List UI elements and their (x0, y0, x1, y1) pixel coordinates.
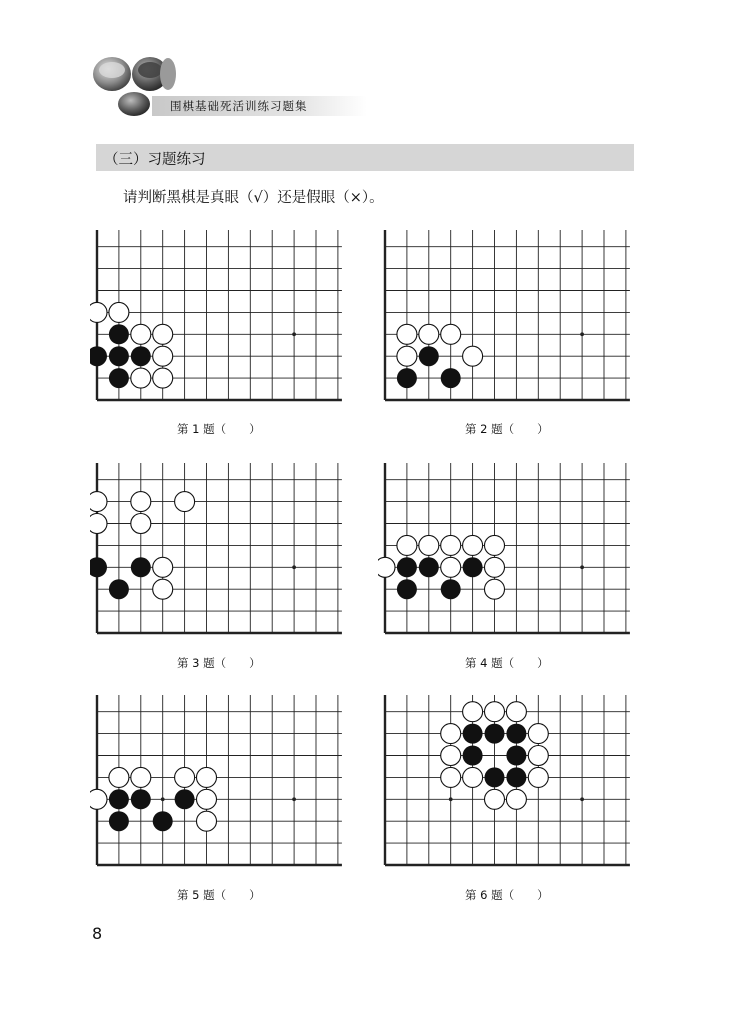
problem-5-label: 第 5 题（ ） (177, 888, 261, 902)
black-stone (506, 746, 526, 766)
black-stone (175, 789, 195, 809)
go-board-2 (378, 226, 640, 412)
white-stone (441, 724, 461, 744)
white-stone (109, 767, 129, 787)
white-stone (175, 767, 195, 787)
white-stone (90, 492, 107, 512)
black-stone (463, 557, 483, 577)
black-stone (506, 724, 526, 744)
white-stone (528, 724, 548, 744)
black-stone (109, 346, 129, 366)
black-stone (109, 811, 129, 831)
white-stone (90, 789, 107, 809)
white-stone (419, 324, 439, 344)
black-stone (153, 811, 173, 831)
white-stone (463, 535, 483, 555)
white-stone (485, 789, 505, 809)
white-stone (153, 557, 173, 577)
star-point (580, 332, 584, 336)
black-stone (397, 368, 417, 388)
white-stone (109, 302, 129, 322)
problem-6-label: 第 6 题（ ） (465, 888, 549, 902)
white-stone (506, 789, 526, 809)
black-stone (109, 579, 129, 599)
problem-2-label: 第 2 题（ ） (465, 422, 549, 436)
white-stone (397, 324, 417, 344)
black-stone (463, 724, 483, 744)
white-stone (528, 767, 548, 787)
white-stone (90, 302, 107, 322)
white-stone (131, 368, 151, 388)
white-stone (153, 346, 173, 366)
go-board-1 (90, 226, 352, 412)
star-point (292, 565, 296, 569)
white-stone (397, 535, 417, 555)
white-stone (463, 767, 483, 787)
black-stone (90, 557, 107, 577)
white-stone (419, 535, 439, 555)
white-stone (441, 535, 461, 555)
black-stone (441, 368, 461, 388)
white-stone (441, 557, 461, 577)
go-board-5 (90, 691, 352, 877)
black-stone (109, 324, 129, 344)
white-stone (197, 789, 217, 809)
white-stone (131, 514, 151, 534)
go-board-3 (90, 459, 352, 645)
white-stone (131, 767, 151, 787)
white-stone (197, 767, 217, 787)
black-stone (397, 557, 417, 577)
white-stone (441, 746, 461, 766)
black-stone (397, 579, 417, 599)
black-stone (419, 346, 439, 366)
white-stone (441, 324, 461, 344)
star-point (292, 332, 296, 336)
white-stone (485, 535, 505, 555)
black-stone (485, 724, 505, 744)
white-stone (506, 702, 526, 722)
white-stone (153, 579, 173, 599)
white-stone (485, 557, 505, 577)
problem-1-label: 第 1 题（ ） (177, 422, 261, 436)
white-stone (131, 324, 151, 344)
black-stone (506, 767, 526, 787)
black-stone (131, 789, 151, 809)
black-stone (109, 368, 129, 388)
black-stone (463, 746, 483, 766)
black-stone (131, 346, 151, 366)
white-stone (485, 579, 505, 599)
white-stone (153, 368, 173, 388)
star-point (580, 565, 584, 569)
black-stone (419, 557, 439, 577)
white-stone (131, 492, 151, 512)
black-stone (441, 579, 461, 599)
white-stone (153, 324, 173, 344)
star-point (292, 797, 296, 801)
white-stone (441, 767, 461, 787)
star-point (580, 797, 584, 801)
book-title: 围棋基础死活训练习题集 (170, 99, 308, 113)
problem-3-label: 第 3 题（ ） (177, 656, 261, 670)
black-stone (131, 557, 151, 577)
problem-4-label: 第 4 题（ ） (465, 656, 549, 670)
star-point (449, 797, 453, 801)
instruction-text: 请判断黑棋是真眼（√）还是假眼（×）。 (123, 190, 384, 206)
go-board-4 (378, 459, 640, 645)
white-stone (378, 557, 395, 577)
white-stone (197, 811, 217, 831)
go-board-6 (378, 691, 640, 877)
white-stone (528, 746, 548, 766)
black-stone (109, 789, 129, 809)
white-stone (463, 702, 483, 722)
page-number: 8 (92, 924, 103, 943)
white-stone (485, 702, 505, 722)
white-stone (175, 492, 195, 512)
black-stone (90, 346, 107, 366)
white-stone (397, 346, 417, 366)
book-header (92, 52, 312, 122)
star-point (161, 797, 165, 801)
black-stone (485, 767, 505, 787)
white-stone (90, 514, 107, 534)
section-title: （三）习题练习 (104, 152, 206, 168)
white-stone (463, 346, 483, 366)
